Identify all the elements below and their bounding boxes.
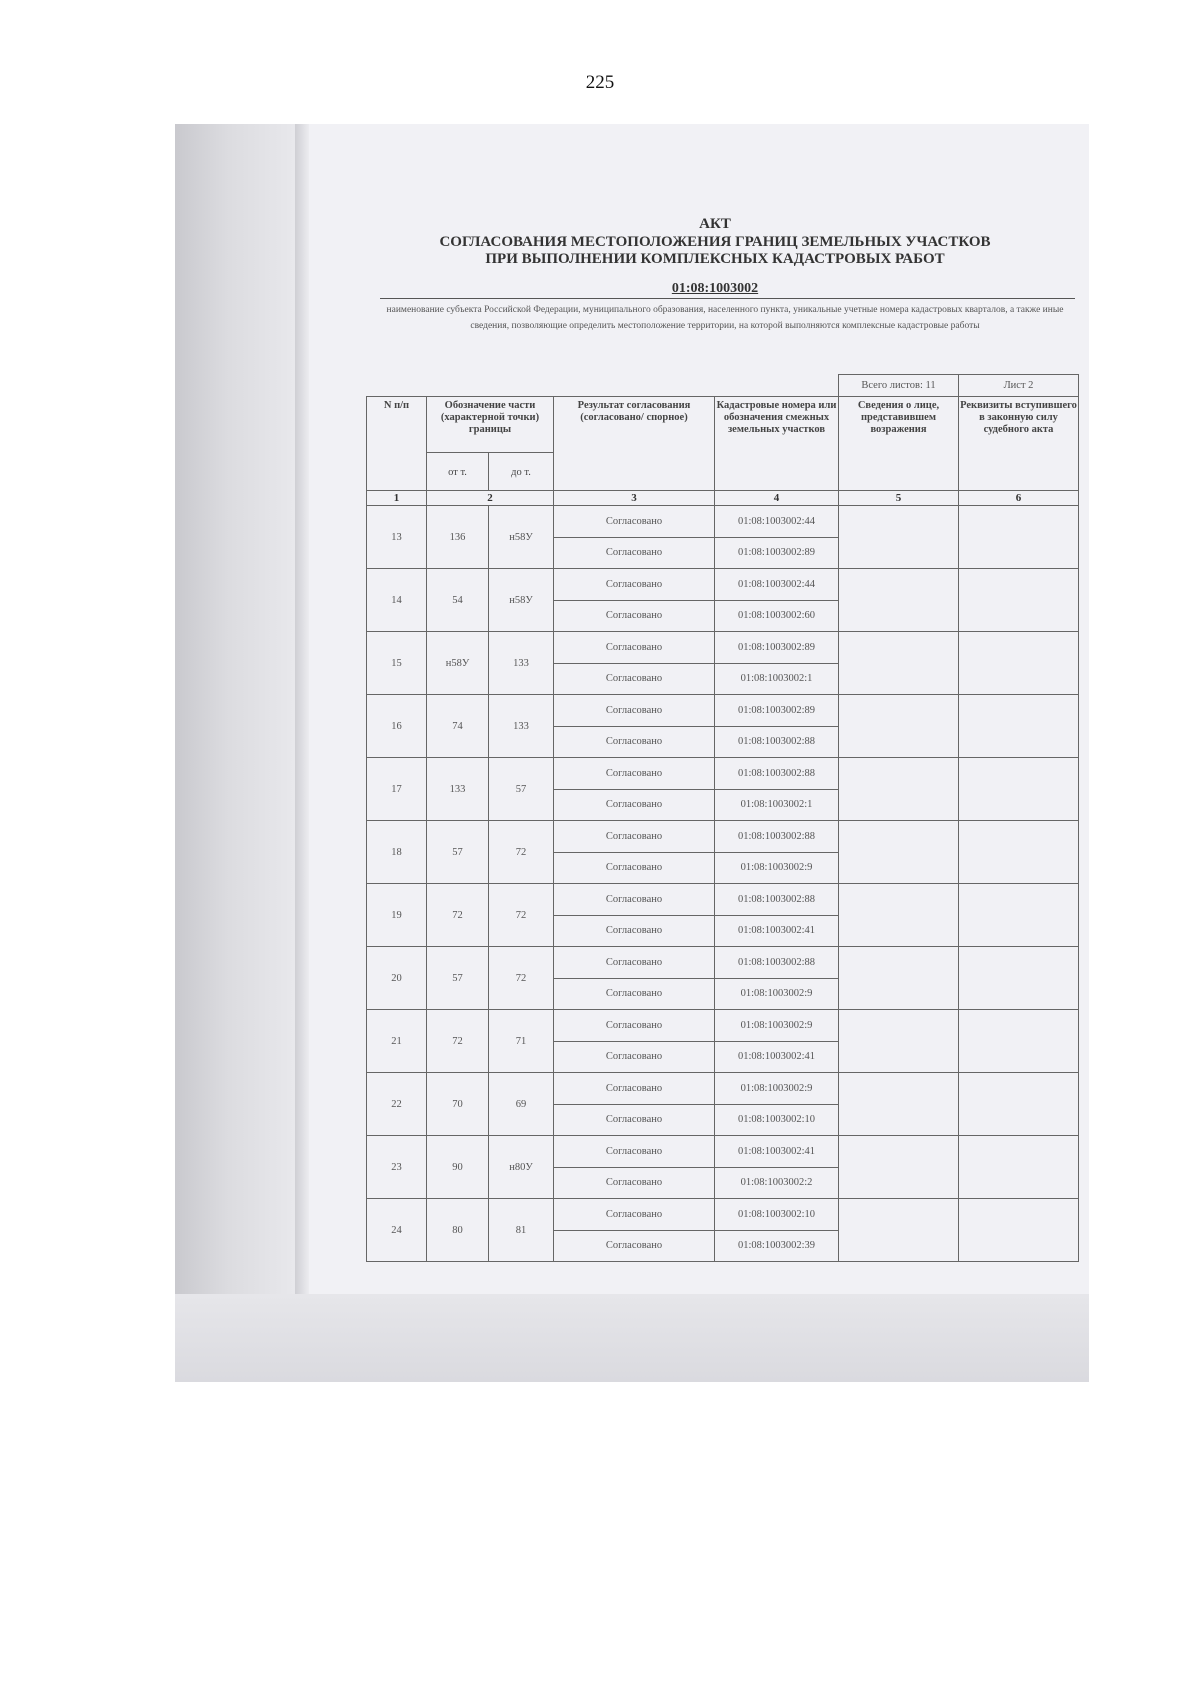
cadastral-number: 01:08:1003002:1 — [715, 663, 839, 695]
header-to-point: до т. — [489, 453, 554, 491]
agreement-result: Согласовано — [554, 506, 715, 538]
objector-info-cell — [839, 506, 959, 569]
agreement-result: Согласовано — [554, 695, 715, 727]
scan-bottom-shadow — [175, 1294, 1089, 1382]
from-point: 72 — [427, 884, 489, 947]
agreement-result: Согласовано — [554, 632, 715, 664]
table-row — [367, 1073, 1079, 1105]
table-row — [367, 695, 1079, 727]
table-row — [367, 1010, 1079, 1042]
row-number: 24 — [367, 1199, 427, 1262]
column-number: 2 — [427, 491, 554, 506]
cadastral-number: 01:08:1003002:10 — [715, 1199, 839, 1231]
cadastral-number: 01:08:1003002:10 — [715, 1104, 839, 1136]
objector-info-cell — [839, 632, 959, 695]
underline-rule — [380, 298, 1075, 299]
from-point: н58У — [427, 632, 489, 695]
act-title: АКТ — [699, 216, 731, 232]
row-number: 14 — [367, 569, 427, 632]
header-boundary-part: Обозначение части (характерной точки) границы — [427, 397, 554, 453]
agreement-result: Согласовано — [554, 947, 715, 979]
cadastral-number: 01:08:1003002:41 — [715, 915, 839, 947]
from-point: 90 — [427, 1136, 489, 1199]
objector-info-cell — [839, 1199, 959, 1262]
cadastral-number: 01:08:1003002:41 — [715, 1041, 839, 1073]
column-number: 4 — [715, 491, 839, 506]
to-point: н58У — [489, 569, 554, 632]
court-act-cell — [959, 758, 1079, 821]
agreement-result: Согласовано — [554, 537, 715, 569]
row-number: 15 — [367, 632, 427, 695]
agreement-result: Согласовано — [554, 1073, 715, 1105]
row-number: 20 — [367, 947, 427, 1010]
cadastral-number: 01:08:1003002:89 — [715, 695, 839, 727]
objector-info-cell — [839, 1073, 959, 1136]
agreement-result: Согласовано — [554, 1136, 715, 1168]
court-act-cell — [959, 632, 1079, 695]
court-act-cell — [959, 1073, 1079, 1136]
header-result: Результат согласования (согласовано/ спорное) — [554, 397, 715, 491]
objector-info-cell — [839, 569, 959, 632]
cadastral-number: 01:08:1003002:9 — [715, 852, 839, 884]
cadastral-number: 01:08:1003002:88 — [715, 947, 839, 979]
agreement-result: Согласовано — [554, 1199, 715, 1231]
to-point: 71 — [489, 1010, 554, 1073]
to-point: 72 — [489, 821, 554, 884]
from-point: 136 — [427, 506, 489, 569]
cadastral-quarter: 01:08:1003002 — [671, 281, 759, 296]
from-point: 57 — [427, 947, 489, 1010]
scanned-page — [175, 124, 1089, 1382]
binding-edge — [295, 124, 309, 1382]
to-point: н58У — [489, 506, 554, 569]
agreement-result: Согласовано — [554, 978, 715, 1010]
row-number: 22 — [367, 1073, 427, 1136]
agreement-result: Согласовано — [554, 915, 715, 947]
from-point: 54 — [427, 569, 489, 632]
table-row — [367, 947, 1079, 979]
act-subtitle-2: ПРИ ВЫПОЛНЕНИИ КОМПЛЕКСНЫХ КАДАСТРОВЫХ РАБОТ — [485, 251, 945, 267]
from-point: 80 — [427, 1199, 489, 1262]
table-row — [367, 506, 1079, 538]
row-number: 13 — [367, 506, 427, 569]
header-objector-info: Сведения о лице, представившем возражения — [839, 397, 959, 491]
table-row — [367, 758, 1079, 790]
table-row — [367, 884, 1079, 916]
cadastral-number: 01:08:1003002:9 — [715, 1010, 839, 1042]
to-point: н80У — [489, 1136, 554, 1199]
cadastral-number: 01:08:1003002:88 — [715, 758, 839, 790]
cadastral-number: 01:08:1003002:88 — [715, 821, 839, 853]
table-row — [367, 569, 1079, 601]
cadastral-number: 01:08:1003002:88 — [715, 884, 839, 916]
court-act-cell — [959, 695, 1079, 758]
header-from-point: от т. — [427, 453, 489, 491]
from-point: 70 — [427, 1073, 489, 1136]
objector-info-cell — [839, 1136, 959, 1199]
page-number: 225 — [585, 72, 615, 93]
court-act-cell — [959, 569, 1079, 632]
cadastral-number: 01:08:1003002:44 — [715, 506, 839, 538]
binding-shadow — [175, 124, 295, 1382]
table-row — [367, 1136, 1079, 1168]
cadastral-number: 01:08:1003002:60 — [715, 600, 839, 632]
agreement-result: Согласовано — [554, 1104, 715, 1136]
cadastral-number: 01:08:1003002:89 — [715, 537, 839, 569]
column-number: 1 — [367, 491, 427, 506]
agreement-result: Согласовано — [554, 569, 715, 601]
act-subtitle-1: СОГЛАСОВАНИЯ МЕСТОПОЛОЖЕНИЯ ГРАНИЦ ЗЕМЕЛЬНЫХ УЧАСТКОВ — [439, 234, 991, 250]
to-point: 81 — [489, 1199, 554, 1262]
table-row — [367, 1199, 1079, 1231]
to-point: 133 — [489, 632, 554, 695]
court-act-cell — [959, 506, 1079, 569]
objector-info-cell — [839, 884, 959, 947]
to-point: 72 — [489, 947, 554, 1010]
header-cadastral-numbers: Кадастровые номера или обозначения смежных земельных участков — [715, 397, 839, 491]
column-number: 3 — [554, 491, 715, 506]
territory-description: наименование субъекта Российской Федерации, муниципального образования, населенного пункта, уникальные учетные номера кадастровых кварталов, а также иные сведения, позволяющие определить местоположение территории, на которой выполняются комплексные кадастровые работы — [386, 305, 1064, 331]
agreement-result: Согласовано — [554, 1010, 715, 1042]
table-row — [367, 632, 1079, 664]
header-n: N п/п — [367, 397, 427, 491]
agreement-result: Согласовано — [554, 726, 715, 758]
objector-info-cell — [839, 821, 959, 884]
court-act-cell — [959, 884, 1079, 947]
from-point: 133 — [427, 758, 489, 821]
to-point: 72 — [489, 884, 554, 947]
row-number: 19 — [367, 884, 427, 947]
objector-info-cell — [839, 758, 959, 821]
agreement-result: Согласовано — [554, 884, 715, 916]
objector-info-cell — [839, 947, 959, 1010]
from-point: 72 — [427, 1010, 489, 1073]
cadastral-number: 01:08:1003002:9 — [715, 1073, 839, 1105]
table-row — [367, 821, 1079, 853]
agreement-result: Согласовано — [554, 758, 715, 790]
cadastral-number: 01:08:1003002:41 — [715, 1136, 839, 1168]
column-number: 5 — [839, 491, 959, 506]
row-number: 18 — [367, 821, 427, 884]
court-act-cell — [959, 947, 1079, 1010]
cadastral-number: 01:08:1003002:89 — [715, 632, 839, 664]
agreement-result: Согласовано — [554, 600, 715, 632]
agreement-result: Согласовано — [554, 821, 715, 853]
sheet-number: Лист 2 — [959, 375, 1079, 397]
row-number: 16 — [367, 695, 427, 758]
court-act-cell — [959, 1010, 1079, 1073]
agreement-result: Согласовано — [554, 789, 715, 821]
total-sheets: Всего листов: 11 — [839, 375, 959, 397]
row-number: 21 — [367, 1010, 427, 1073]
cadastral-number: 01:08:1003002:88 — [715, 726, 839, 758]
objector-info-cell — [839, 695, 959, 758]
to-point: 133 — [489, 695, 554, 758]
to-point: 57 — [489, 758, 554, 821]
cadastral-number: 01:08:1003002:2 — [715, 1167, 839, 1199]
from-point: 57 — [427, 821, 489, 884]
row-number: 17 — [367, 758, 427, 821]
from-point: 74 — [427, 695, 489, 758]
column-number: 6 — [959, 491, 1079, 506]
cadastral-number: 01:08:1003002:9 — [715, 978, 839, 1010]
court-act-cell — [959, 1136, 1079, 1199]
cadastral-number: 01:08:1003002:44 — [715, 569, 839, 601]
header-court-act: Реквизиты вступившего в законную силу судебного акта — [959, 397, 1079, 491]
court-act-cell — [959, 1199, 1079, 1262]
agreement-table — [366, 374, 1079, 1262]
court-act-cell — [959, 821, 1079, 884]
cadastral-number: 01:08:1003002:39 — [715, 1230, 839, 1262]
row-number: 23 — [367, 1136, 427, 1199]
agreement-result: Согласовано — [554, 1230, 715, 1262]
to-point: 69 — [489, 1073, 554, 1136]
objector-info-cell — [839, 1010, 959, 1073]
cadastral-number: 01:08:1003002:1 — [715, 789, 839, 821]
agreement-result: Согласовано — [554, 1167, 715, 1199]
agreement-result: Согласовано — [554, 663, 715, 695]
agreement-result: Согласовано — [554, 852, 715, 884]
agreement-result: Согласовано — [554, 1041, 715, 1073]
